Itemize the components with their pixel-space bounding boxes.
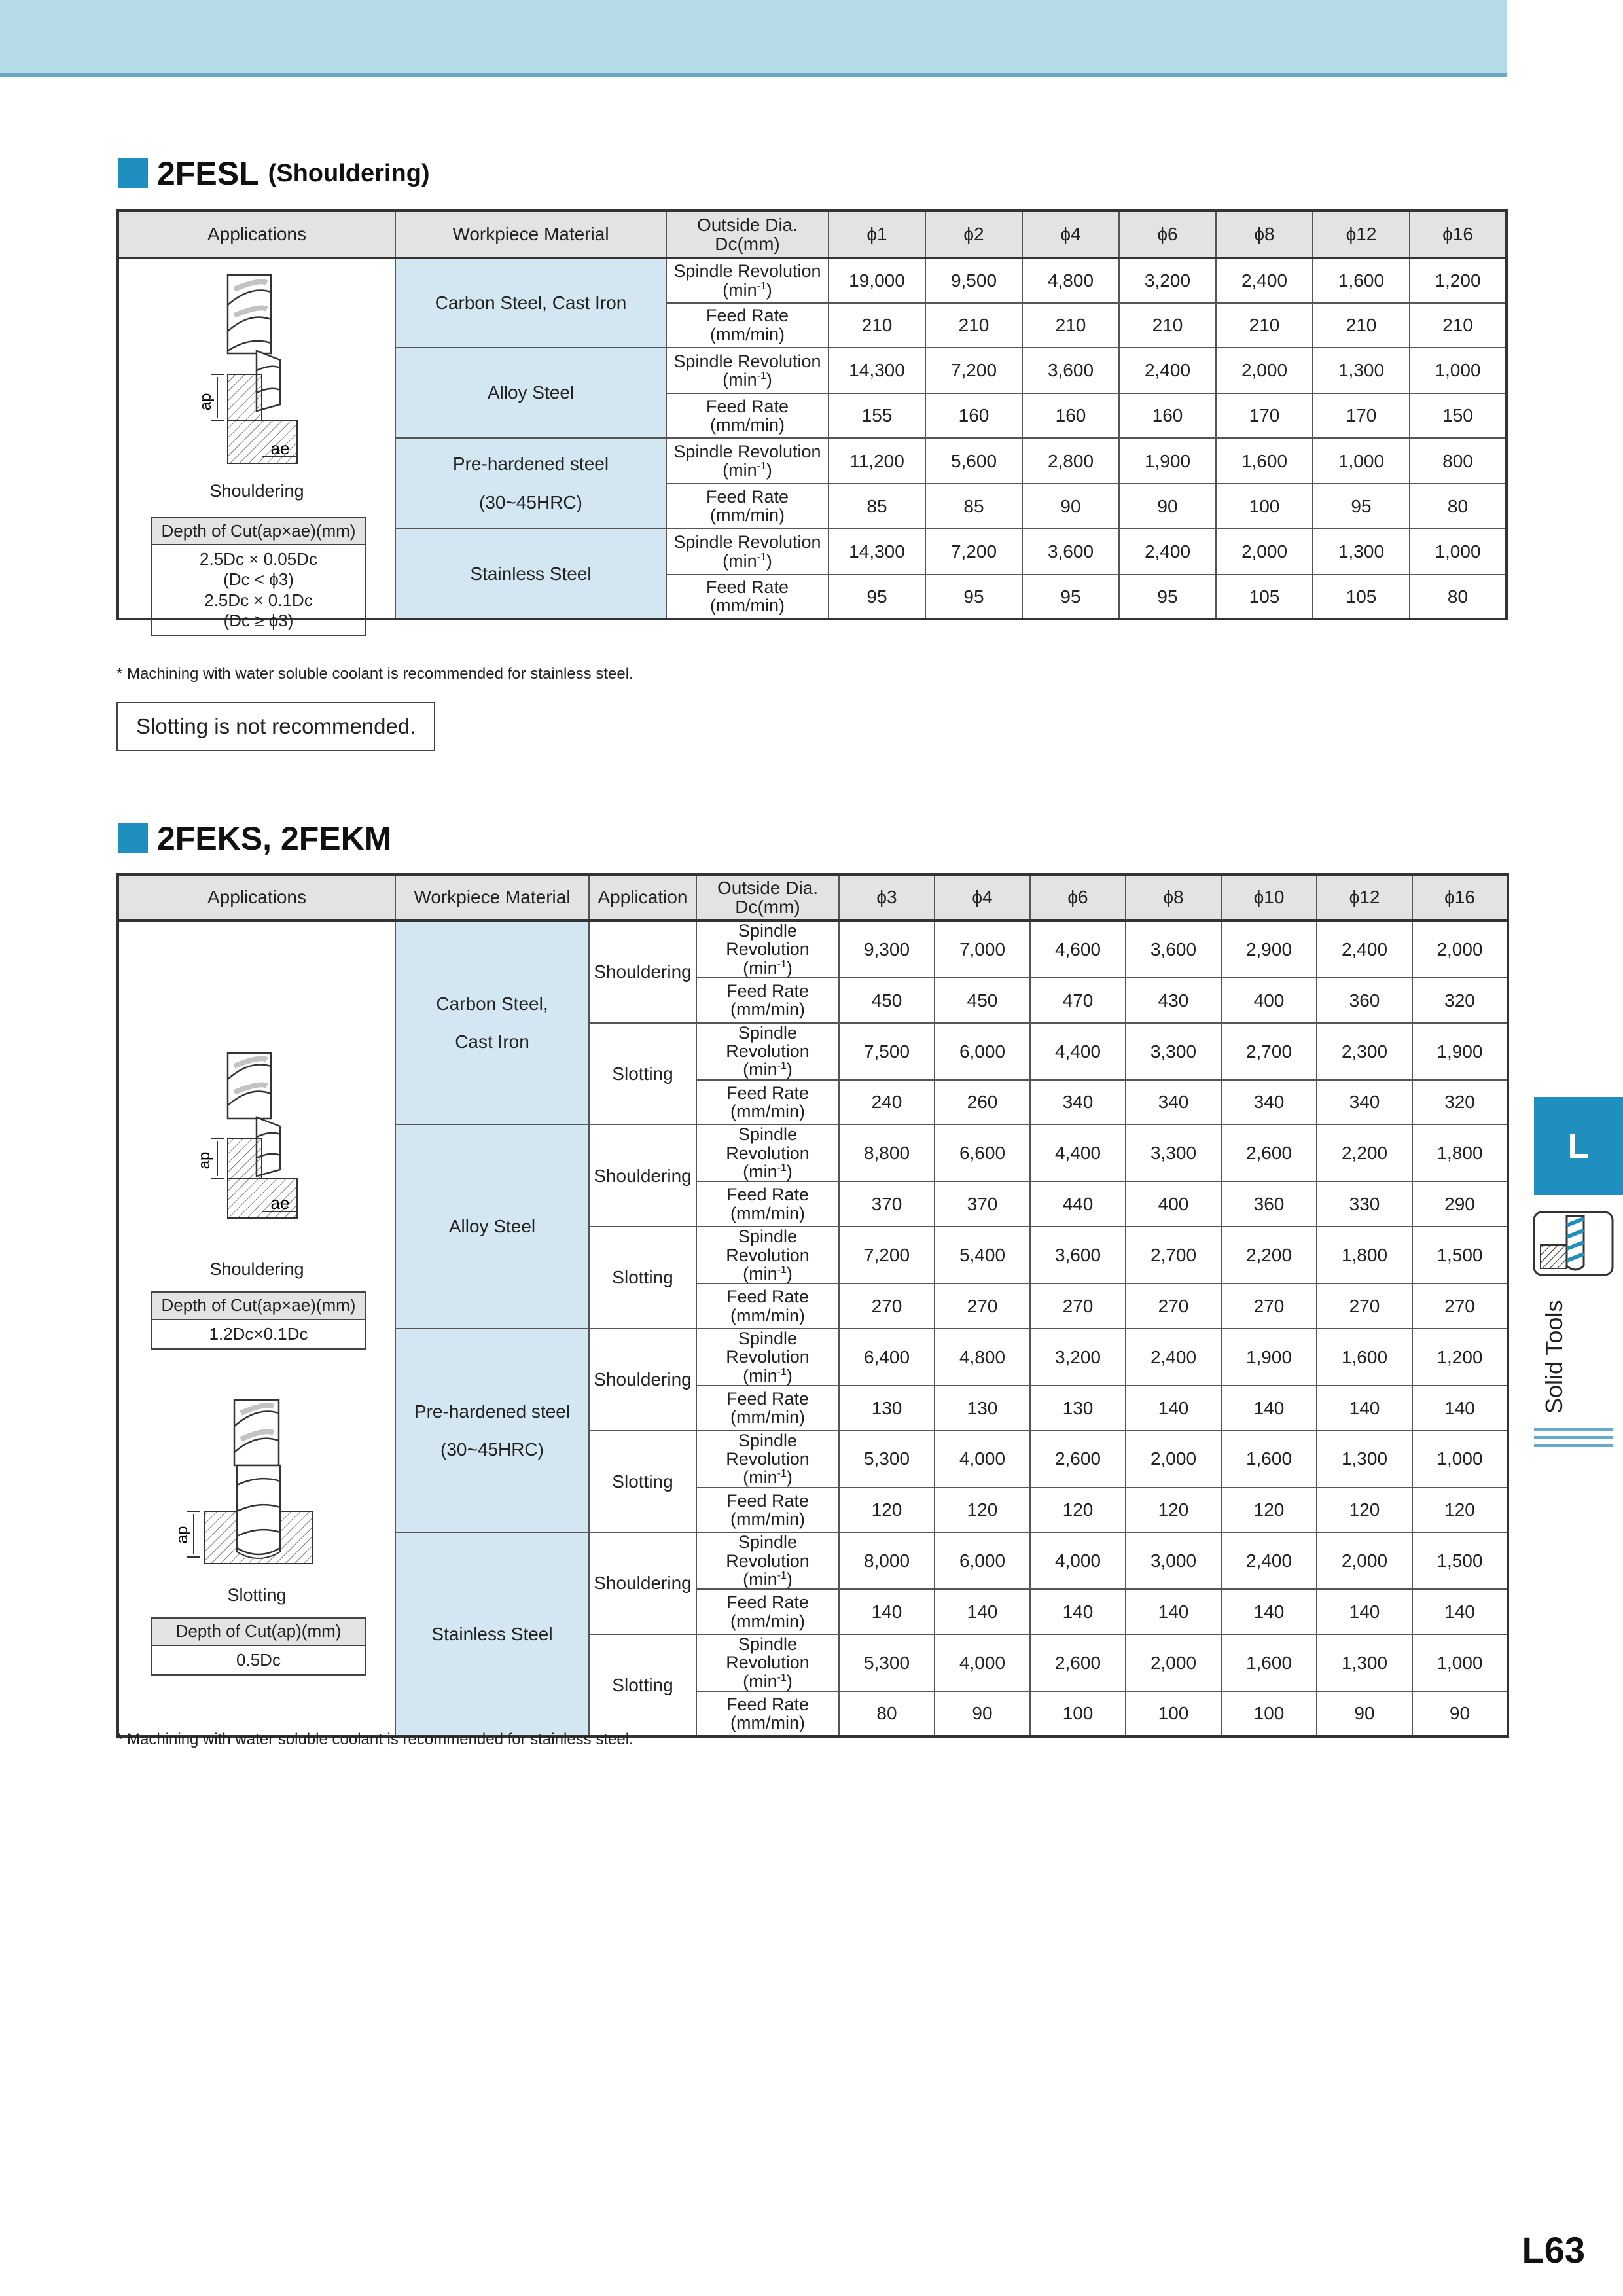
application-cell: Slotting	[589, 1431, 696, 1533]
value-cell: 4,000	[1030, 1532, 1126, 1589]
value-cell: 2,400	[1119, 348, 1216, 393]
value-cell: 2,400	[1317, 920, 1412, 978]
value-cell: 140	[935, 1589, 1030, 1634]
value-cell: 90	[1119, 484, 1216, 529]
depth-of-cut-box	[151, 1617, 366, 1675]
header-dia: ϕ6	[1030, 874, 1126, 920]
value-cell: 130	[1030, 1386, 1126, 1431]
value-cell: 270	[1412, 1283, 1508, 1329]
value-cell: 1,300	[1313, 348, 1410, 393]
value-cell: 130	[839, 1386, 935, 1431]
value-cell: 9,500	[925, 258, 1022, 303]
row-label-spindle: Spindle Revolution $(\min^{-1})$	[696, 1532, 839, 1589]
value-cell: 1,000	[1412, 1634, 1508, 1691]
value-cell: 1,600	[1317, 1329, 1412, 1386]
value-cell: 1,300	[1313, 529, 1410, 575]
value-cell: 90	[935, 1691, 1030, 1736]
value-cell: 140	[1126, 1386, 1221, 1431]
application-cell: Shouldering	[589, 920, 696, 1023]
value-cell: 90	[1022, 484, 1119, 529]
value-cell: 120	[1317, 1488, 1412, 1533]
value-cell: 320	[1412, 1080, 1508, 1125]
application-figures-cell	[118, 920, 395, 1736]
value-cell: 3,600	[1022, 348, 1119, 393]
value-cell: 90	[1317, 1691, 1412, 1736]
section2-heading	[118, 819, 391, 857]
value-cell: 2,400	[1216, 258, 1313, 303]
value-cell: 3,600	[1030, 1227, 1126, 1283]
value-cell: 260	[935, 1080, 1030, 1125]
value-cell: 140	[839, 1589, 935, 1634]
row-label-spindle: Spindle Revolution $(\min^{-1})$	[666, 258, 829, 303]
value-cell: 4,000	[935, 1634, 1030, 1691]
header-dia: ϕ3	[839, 874, 935, 920]
section-square-icon	[118, 823, 148, 853]
workpiece-material-cell: Alloy Steel	[395, 1124, 589, 1328]
value-cell: 2,000	[1317, 1532, 1412, 1589]
value-cell: 1,300	[1317, 1634, 1412, 1691]
value-cell: 3,600	[1022, 529, 1119, 575]
value-cell: 470	[1030, 978, 1126, 1023]
value-cell: 240	[839, 1080, 935, 1125]
top-banner	[0, 0, 1507, 77]
value-cell: 210	[1022, 303, 1119, 348]
value-cell: 5,300	[839, 1431, 935, 1488]
header-dia: ϕ16	[1410, 211, 1507, 258]
ae-label: ae	[270, 1193, 290, 1213]
value-cell: 2,400	[1221, 1532, 1317, 1589]
header-workpiece-material: Workpiece Material	[395, 874, 589, 920]
value-cell: 140	[1412, 1386, 1508, 1431]
value-cell: 1,500	[1412, 1532, 1508, 1589]
depth-of-cut-header: Depth of Cut(ap)(mm)	[152, 1619, 365, 1645]
value-cell: 1,800	[1317, 1227, 1412, 1283]
depth-of-cut-value: 1.2Dc×0.1Dc	[209, 1323, 308, 1344]
value-cell: 6,400	[839, 1329, 935, 1386]
value-cell: 1,000	[1412, 1431, 1508, 1488]
header-dia: ϕ10	[1221, 874, 1317, 920]
value-cell: 160	[1119, 393, 1216, 439]
header-dia: ϕ12	[1317, 874, 1412, 920]
value-cell: 2,400	[1119, 529, 1216, 575]
value-cell: 85	[925, 484, 1022, 529]
row-label-feed: Feed Rate (mm/min)	[666, 484, 829, 529]
value-cell: 2,200	[1221, 1227, 1317, 1283]
row-label-feed: Feed Rate (mm/min)	[666, 575, 829, 620]
value-cell: 6,000	[935, 1532, 1030, 1589]
value-cell: 3,000	[1126, 1532, 1221, 1589]
ap-label: ap	[197, 393, 215, 411]
value-cell: 210	[1410, 303, 1507, 348]
value-cell: 140	[1412, 1589, 1508, 1634]
value-cell: 7,200	[925, 529, 1022, 575]
value-cell: 2,300	[1317, 1023, 1412, 1080]
value-cell: 4,600	[1030, 920, 1126, 978]
value-cell: 290	[1412, 1181, 1508, 1227]
value-cell: 1,900	[1221, 1329, 1317, 1386]
value-cell: 320	[1412, 978, 1508, 1023]
figure-caption: Slotting	[227, 1585, 287, 1605]
value-cell: 210	[1313, 303, 1410, 348]
header-dia: ϕ12	[1313, 211, 1410, 258]
row-label-spindle: Spindle Revolution $(\min^{-1})$	[696, 1023, 839, 1080]
value-cell: 2,600	[1030, 1634, 1126, 1691]
value-cell: 100	[1126, 1691, 1221, 1736]
value-cell: 105	[1216, 575, 1313, 620]
coolant-note: * Machining with water soluble coolant is recommended for stainless steel.	[116, 665, 633, 683]
value-cell: 140	[1221, 1386, 1317, 1431]
row-label-spindle: Spindle Revolution $(\min^{-1})$	[696, 1124, 839, 1181]
row-label-spindle: Spindle Revolution $(\min^{-1})$	[666, 529, 829, 575]
application-cell: Shouldering	[589, 1532, 696, 1634]
workpiece-material-cell: Alloy Steel	[395, 348, 666, 438]
value-cell: 430	[1126, 978, 1221, 1023]
workpiece-material-cell: Pre-hardened steel (30~45HRC)	[395, 438, 666, 528]
header-dia: ϕ8	[1126, 874, 1221, 920]
row-label-feed: Feed Rate (mm/min)	[666, 393, 829, 439]
value-cell: 7,500	[839, 1023, 935, 1080]
value-cell: 95	[829, 575, 925, 620]
value-cell: 1,000	[1410, 529, 1507, 575]
value-cell: 3,300	[1126, 1023, 1221, 1080]
value-cell: 340	[1126, 1080, 1221, 1125]
value-cell: 270	[839, 1283, 935, 1329]
value-cell: 3,200	[1119, 258, 1216, 303]
value-cell: 2,700	[1126, 1227, 1221, 1283]
table-header-row	[118, 874, 1508, 920]
table-row	[118, 920, 1508, 978]
value-cell: 270	[935, 1283, 1030, 1329]
value-cell: 270	[1317, 1283, 1412, 1329]
workpiece-material-cell: Carbon Steel, Cast Iron	[395, 920, 589, 1124]
value-cell: 2,000	[1216, 529, 1313, 575]
section1-title: 2FESL	[157, 155, 259, 192]
value-cell: 14,300	[829, 529, 925, 575]
value-cell: 330	[1317, 1181, 1412, 1227]
row-label-spindle: Spindle Revolution $(\min^{-1})$	[696, 1329, 839, 1386]
value-cell: 7,200	[839, 1227, 935, 1283]
row-label-spindle: Spindle Revolution $(\min^{-1})$	[696, 920, 839, 978]
value-cell: 140	[1221, 1589, 1317, 1634]
value-cell: 1,600	[1221, 1431, 1317, 1488]
application-cell: Slotting	[589, 1023, 696, 1125]
value-cell: 130	[935, 1386, 1030, 1431]
application-cell: Shouldering	[589, 1329, 696, 1431]
value-cell: 3,200	[1030, 1329, 1126, 1386]
value-cell: 170	[1313, 393, 1410, 439]
depth-of-cut-box	[151, 517, 366, 636]
value-cell: 340	[1317, 1080, 1412, 1125]
value-cell: 140	[1317, 1589, 1412, 1634]
value-cell: 120	[1126, 1488, 1221, 1533]
value-cell: 5,400	[935, 1227, 1030, 1283]
value-cell: 155	[829, 393, 925, 439]
end-mill-icon	[1533, 1211, 1614, 1276]
value-cell: 95	[1313, 484, 1410, 529]
value-cell: 4,400	[1030, 1124, 1126, 1181]
page-number: L63	[1522, 2229, 1585, 2270]
value-cell: 450	[935, 978, 1030, 1023]
depth-of-cut-box	[151, 1291, 366, 1349]
value-cell: 2,200	[1317, 1124, 1412, 1181]
header-dia: ϕ1	[829, 211, 925, 258]
value-cell: 2,600	[1030, 1431, 1126, 1488]
ae-label: ae	[270, 439, 290, 458]
value-cell: 340	[1221, 1080, 1317, 1125]
row-label-feed: Feed Rate (mm/min)	[696, 1691, 839, 1736]
value-cell: 1,500	[1412, 1227, 1508, 1283]
value-cell: 8,000	[839, 1532, 935, 1589]
workpiece-material-cell: Carbon Steel, Cast Iron	[395, 258, 666, 348]
depth-of-cut-header: Depth of Cut(ap×ae)(mm)	[152, 518, 365, 545]
shouldering-figure-cell	[118, 258, 395, 630]
value-cell: 2,900	[1221, 920, 1317, 978]
value-cell: 440	[1030, 1181, 1126, 1227]
value-cell: 7,200	[925, 348, 1022, 393]
value-cell: 270	[1126, 1283, 1221, 1329]
value-cell: 210	[925, 303, 1022, 348]
coolant-note: * Machining with water soluble coolant is recommended for stainless steel.	[116, 1731, 633, 1748]
slotting-notice: Slotting is not recommended.	[116, 702, 435, 751]
value-cell: 11,200	[829, 438, 925, 484]
value-cell: 3,600	[1126, 920, 1221, 978]
value-cell: 6,000	[935, 1023, 1030, 1080]
workpiece-material-cell: Stainless Steel	[395, 1532, 589, 1736]
value-cell: 370	[839, 1181, 935, 1227]
value-cell: 7,000	[935, 920, 1030, 978]
value-cell: 1,900	[1412, 1023, 1508, 1080]
value-cell: 19,000	[829, 258, 925, 303]
depth-of-cut-value: 0.5Dc	[236, 1649, 281, 1670]
value-cell: 95	[925, 575, 1022, 620]
application-cell: Shouldering	[589, 1124, 696, 1227]
value-cell: 2,800	[1022, 438, 1119, 484]
side-section-label: Solid Tools	[1541, 1300, 1567, 1414]
row-label-feed: Feed Rate (mm/min)	[696, 1386, 839, 1431]
value-cell: 2,000	[1412, 920, 1508, 978]
value-cell: 2,000	[1216, 348, 1313, 393]
row-label-feed: Feed Rate (mm/min)	[696, 978, 839, 1023]
value-cell: 2,400	[1126, 1329, 1221, 1386]
value-cell: 160	[1022, 393, 1119, 439]
value-cell: 6,600	[935, 1124, 1030, 1181]
row-label-feed: Feed Rate (mm/min)	[696, 1181, 839, 1227]
value-cell: 120	[1030, 1488, 1126, 1533]
table-header-row	[118, 211, 1507, 258]
value-cell: 2,600	[1221, 1124, 1317, 1181]
value-cell: 270	[1030, 1283, 1126, 1329]
row-label-spindle: Spindle Revolution $(\min^{-1})$	[696, 1634, 839, 1691]
row-label-spindle: Spindle Revolution $(\min^{-1})$	[696, 1431, 839, 1488]
value-cell: 5,600	[925, 438, 1022, 484]
value-cell: 2,000	[1126, 1634, 1221, 1691]
value-cell: 1,000	[1313, 438, 1410, 484]
value-cell: 800	[1410, 438, 1507, 484]
header-dia: ϕ2	[925, 211, 1022, 258]
figure-caption: Shouldering	[209, 1259, 304, 1280]
value-cell: 210	[1119, 303, 1216, 348]
ap-label: ap	[173, 1526, 191, 1544]
section1-heading	[118, 154, 430, 192]
value-cell: 95	[1022, 575, 1119, 620]
value-cell: 100	[1030, 1691, 1126, 1736]
workpiece-material-cell: Pre-hardened steel (30~45HRC)	[395, 1329, 589, 1532]
depth-of-cut-values: 2.5Dc × 0.05Dc (Dc < ϕ3) 2.5Dc × 0.1Dc (Dc ≥ ϕ3)	[200, 549, 317, 630]
section2-title: 2FEKS, 2FEKM	[157, 820, 392, 857]
header-applications: Applications	[118, 211, 395, 258]
row-label-feed: Feed Rate (mm/min)	[696, 1488, 839, 1533]
workpiece-material-cell: Stainless Steel	[395, 529, 666, 619]
value-cell: 1,600	[1313, 258, 1410, 303]
value-cell: 4,800	[935, 1329, 1030, 1386]
value-cell: 105	[1313, 575, 1410, 620]
row-label-feed: Feed Rate (mm/min)	[666, 303, 829, 348]
value-cell: 170	[1216, 393, 1313, 439]
figure-caption: Shouldering	[209, 481, 304, 501]
value-cell: 340	[1030, 1080, 1126, 1125]
value-cell: 4,400	[1030, 1023, 1126, 1080]
value-cell: 2,700	[1221, 1023, 1317, 1080]
value-cell: 370	[935, 1181, 1030, 1227]
row-label-feed: Feed Rate (mm/min)	[696, 1283, 839, 1329]
cutting-conditions-table-2fesl	[116, 209, 1508, 630]
header-dia: ϕ16	[1412, 874, 1508, 920]
value-cell: 400	[1221, 978, 1317, 1023]
value-cell: 85	[829, 484, 925, 529]
value-cell: 120	[935, 1488, 1030, 1533]
header-dia: ϕ4	[1022, 211, 1119, 258]
value-cell: 100	[1216, 484, 1313, 529]
value-cell: 120	[1221, 1488, 1317, 1533]
value-cell: 1,600	[1216, 438, 1313, 484]
row-label-feed: Feed Rate (mm/min)	[696, 1589, 839, 1634]
shouldering-diagram	[119, 1040, 397, 1280]
slotting-diagram	[119, 1387, 397, 1583]
value-cell: 100	[1221, 1691, 1317, 1736]
value-cell: 210	[829, 303, 925, 348]
depth-of-cut-header: Depth of Cut(ap×ae)(mm)	[152, 1293, 365, 1319]
value-cell: 360	[1221, 1181, 1317, 1227]
cutting-conditions-table-2feks-2fekm	[116, 873, 1509, 1738]
value-cell: 5,300	[839, 1634, 935, 1691]
value-cell: 120	[839, 1488, 935, 1533]
row-label-feed: Feed Rate (mm/min)	[696, 1080, 839, 1125]
value-cell: 14,300	[829, 348, 925, 393]
value-cell: 3,300	[1126, 1124, 1221, 1181]
value-cell: 80	[1410, 575, 1507, 620]
value-cell: 140	[1317, 1386, 1412, 1431]
value-cell: 1,200	[1412, 1329, 1508, 1386]
value-cell: 140	[1126, 1589, 1221, 1634]
value-cell: 450	[839, 978, 935, 1023]
value-cell: 160	[925, 393, 1022, 439]
row-label-spindle: Spindle Revolution $(\min^{-1})$	[696, 1227, 839, 1283]
value-cell: 1,800	[1412, 1124, 1508, 1181]
header-outside-dia: Outside Dia. Dc(mm)	[696, 874, 839, 920]
ap-label: ap	[196, 1152, 213, 1170]
row-label-spindle: Spindle Revolution $(\min^{-1})$	[666, 438, 829, 484]
header-dia: ϕ4	[935, 874, 1030, 920]
row-label-spindle: Spindle Revolution $(\min^{-1})$	[666, 348, 829, 393]
value-cell: 1,200	[1410, 258, 1507, 303]
section-square-icon	[118, 158, 148, 188]
value-cell: 1,600	[1221, 1634, 1317, 1691]
side-decoration-lines	[1534, 1428, 1613, 1452]
value-cell: 210	[1216, 303, 1313, 348]
value-cell: 9,300	[839, 920, 935, 978]
value-cell: 95	[1119, 575, 1216, 620]
value-cell: 80	[1410, 484, 1507, 529]
value-cell: 270	[1221, 1283, 1317, 1329]
header-outside-dia: Outside Dia. Dc(mm)	[666, 211, 829, 258]
header-dia: ϕ6	[1119, 211, 1216, 258]
value-cell: 4,800	[1022, 258, 1119, 303]
value-cell: 360	[1317, 978, 1412, 1023]
section1-subtitle: (Shouldering)	[268, 159, 430, 187]
value-cell: 8,800	[839, 1124, 935, 1181]
value-cell: 1,900	[1119, 438, 1216, 484]
value-cell: 150	[1410, 393, 1507, 439]
value-cell: 4,000	[935, 1431, 1030, 1488]
header-applications: Applications	[118, 874, 395, 920]
value-cell: 120	[1412, 1488, 1508, 1533]
application-cell: Slotting	[589, 1227, 696, 1329]
application-cell: Slotting	[589, 1634, 696, 1736]
header-workpiece-material: Workpiece Material	[395, 211, 666, 258]
header-application: Application	[589, 874, 696, 920]
value-cell: 400	[1126, 1181, 1221, 1227]
value-cell: 140	[1030, 1589, 1126, 1634]
value-cell: 80	[839, 1691, 935, 1736]
value-cell: 2,000	[1126, 1431, 1221, 1488]
table-row	[118, 258, 1507, 303]
value-cell: 90	[1412, 1691, 1508, 1736]
chapter-tab[interactable]: L	[1534, 1097, 1623, 1195]
header-dia: ϕ8	[1216, 211, 1313, 258]
value-cell: 1,300	[1317, 1431, 1412, 1488]
value-cell: 1,000	[1410, 348, 1507, 393]
